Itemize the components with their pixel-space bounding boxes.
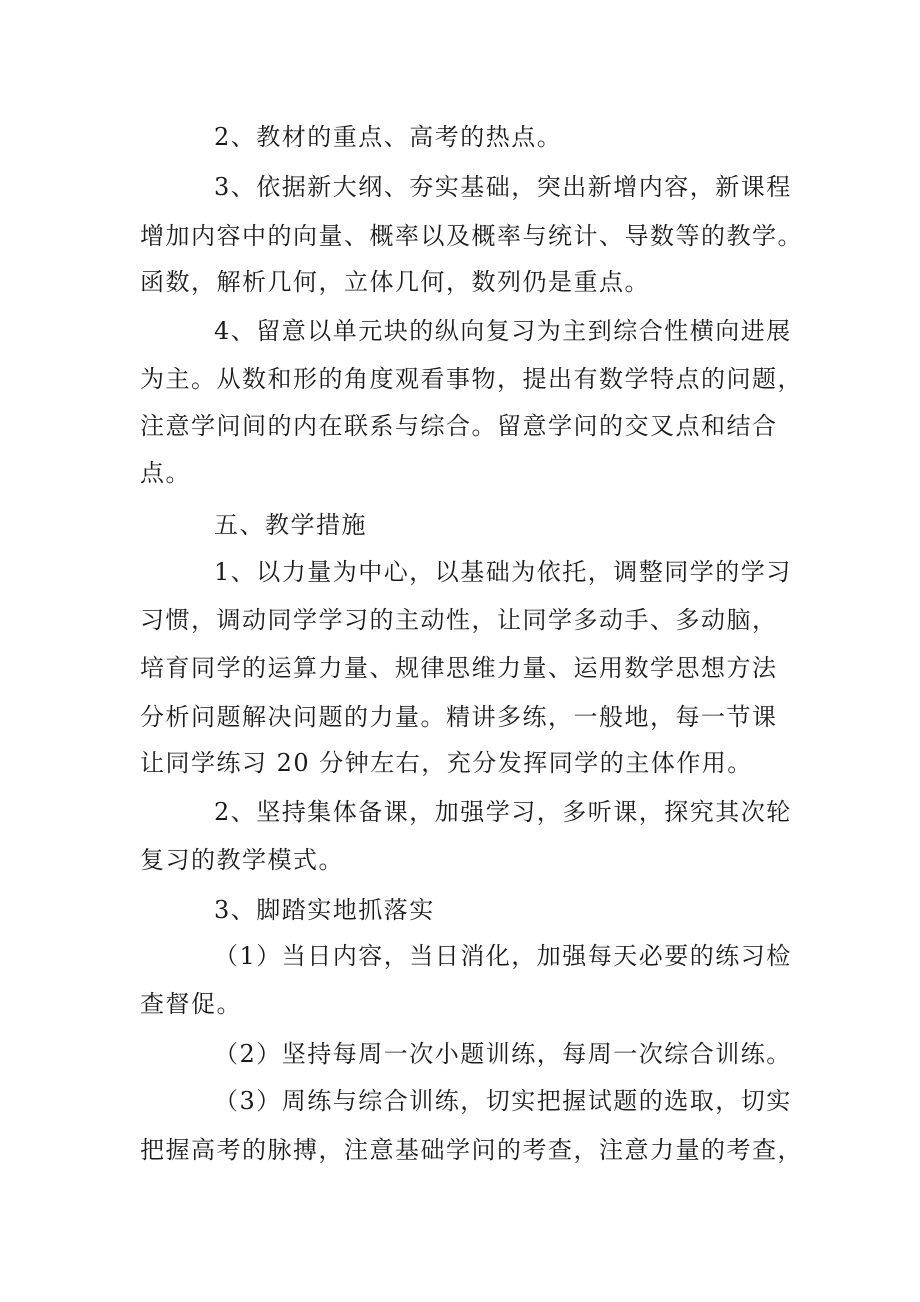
text-line: （1）当日内容，当日消化，加强每天必要的练习检 (214, 942, 792, 970)
text-line: 3、脚踏实地抓落实 (214, 896, 435, 924)
text-line: 为主。从数和形的角度观看事物，提出有数学特点的问题， (140, 365, 803, 393)
text-line: 4、留意以单元块的纵向复习为主到综合性横向进展 (214, 317, 792, 345)
text-line: 把握高考的脉搏，注意基础学问的考查，注意力量的考查， (140, 1136, 803, 1164)
text-line: （3）周练与综合训练，切实把握试题的选取，切实 (214, 1087, 792, 1115)
text-line: 复习的教学模式。 (140, 846, 344, 874)
text-line: 2、坚持集体备课，加强学习，多听课，探究其次轮 (214, 798, 792, 826)
text-line: 注意学问间的内在联系与综合。留意学问的交叉点和结合 (140, 412, 778, 440)
text-line: （2）坚持每周一次小题训练，每周一次综合训练。 (214, 1040, 792, 1068)
text-line: 查督促。 (140, 990, 242, 1018)
section-heading: 五、教学措施 (214, 511, 367, 539)
text-line: 让同学练习 20 分钟左右，充分发挥同学的主体作用。 (140, 749, 753, 777)
text-line: 2、教材的重点、高考的热点。 (214, 123, 563, 151)
text-line: 培育同学的运算力量、规律思维力量、运用数学思想方法 (140, 654, 778, 682)
text-line: 点。 (140, 459, 191, 487)
text-line: 增加内容中的向量、概率以及概率与统计、导数等的教学。 (140, 222, 803, 250)
text-line: 3、依据新大纲、夯实基础，突出新增内容，新课程 (214, 173, 792, 201)
text-line: 习惯，调动同学学习的主动性，让同学多动手、多动脑， (140, 606, 778, 634)
text-line: 函数，解析几何，立体几何，数列仍是重点。 (140, 268, 650, 296)
text-line: 1、以力量为中心，以基础为依托，调整同学的学习 (214, 558, 792, 586)
text-line: 分析问题解决问题的力量。精讲多练，一般地，每一节课 (140, 703, 778, 731)
